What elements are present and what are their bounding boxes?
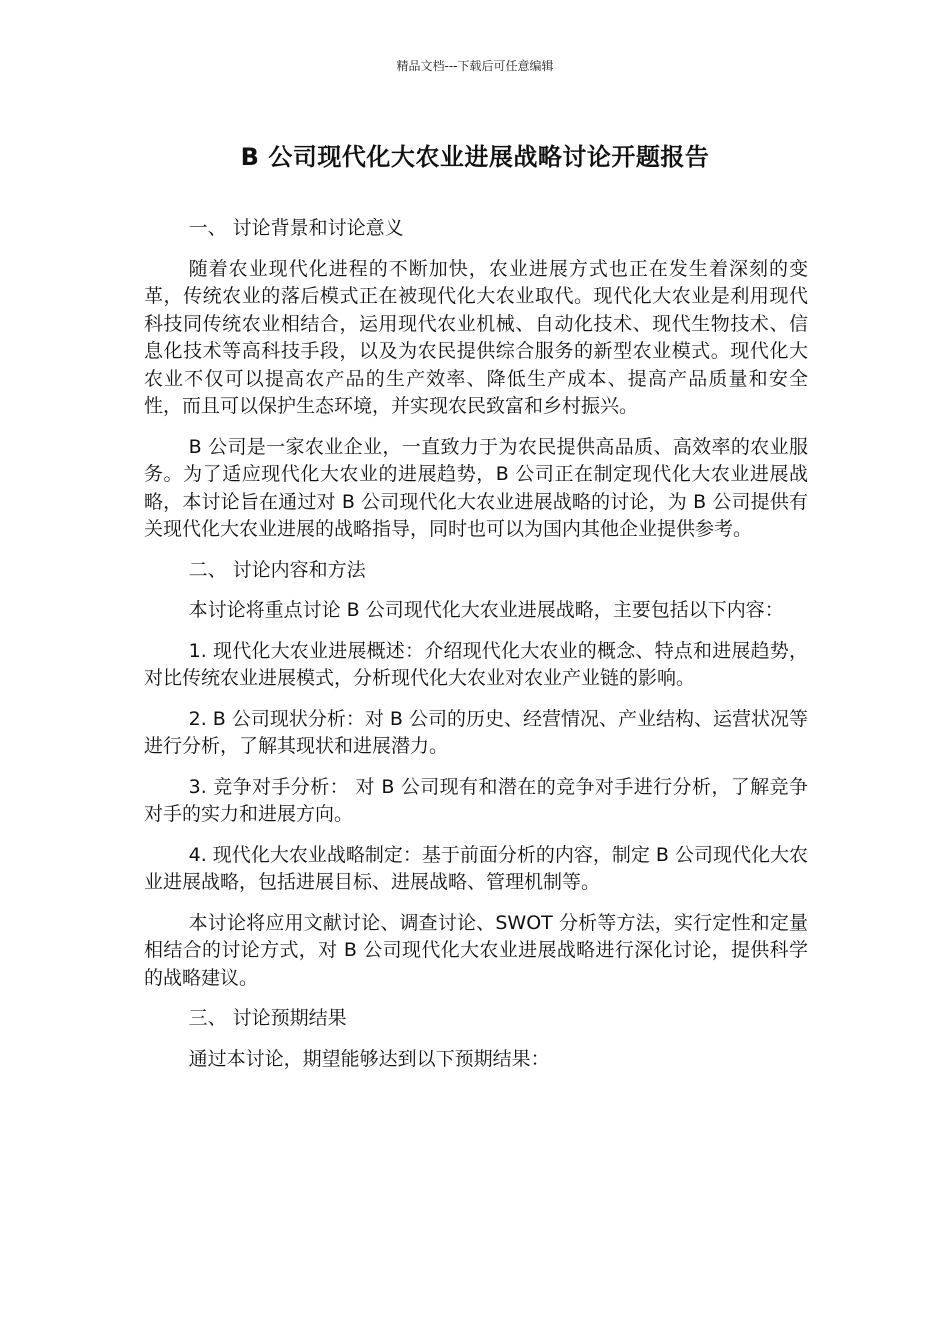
section-heading-background: 一、 讨论背景和讨论意义 bbox=[188, 217, 404, 239]
paragraph-expected-results: 通过本讨论，期望能够达到以下预期结果： bbox=[188, 1047, 550, 1070]
list-item-overview: 1. 现代化大农业进展概述：介绍现代化大农业的概念、特点和进展趋势，对比传统农业进展模式，分析现代化大农业对农业产业链的影响。 bbox=[144, 639, 808, 689]
section-heading-expected-results: 三、 讨论预期结果 bbox=[188, 1007, 347, 1029]
paragraph-content-intro: 本讨论将重点讨论 B 公司现代化大农业进展战略，主要包括以下内容： bbox=[188, 599, 784, 621]
header-note: 精品文档---下载后可任意编辑 bbox=[396, 59, 554, 73]
section-heading-content-method: 二、 讨论内容和方法 bbox=[188, 558, 366, 581]
paragraph-methods: 本讨论将应用文献讨论、调查讨论、SWOT 分析等方法，实行定性和定量相结合的讨论方式，对 B 公司现代化大农业进展战略进行深化讨论，提供科学的战略建议。 bbox=[144, 911, 808, 989]
list-item-competitor-analysis: 3. 竞争对手分析： 对 B 公司现有和潜在的竞争对手进行分析，了解竞争对手的实力和进展方向。 bbox=[144, 775, 808, 825]
document-title: B 公司现代化大农业进展战略讨论开题报告 bbox=[240, 143, 710, 171]
paragraph-background: 随着农业现代化进程的不断加快，农业进展方式也正在发生着深刻的变革，传统农业的落后模式正在被现代化大农业取代。现代化大农业是利用现代科技同传统农业相结合，运用现代农业机械、自动化技术、现代生物技术、信息化技术等高科技手段，以及为农民提供综合服务的新型农业模式。现代化大农业不仅可以提高农产品的生产效率、降低生产成本、提高产品质量和安全性，而且可以保护生态环境，并实现农民致富和乡村振兴。 bbox=[144, 257, 808, 417]
list-item-status-analysis: 2. B 公司现状分析：对 B 公司的历史、经营情况、产业结构、运营状况等进行分析，了解其现状和进展潜力。 bbox=[144, 707, 808, 757]
list-item-strategy: 4. 现代化大农业战略制定：基于前面分析的内容，制定 B 公司现代化大农业进展战略，包括进展目标、进展战略、管理机制等。 bbox=[144, 843, 808, 893]
document-body bbox=[144, 215, 808, 1086]
paragraph-company-intro: B 公司是一家农业企业，一直致力于为农民提供高品质、高效率的农业服务。为了适应现代化大农业的进展趋势，B 公司正在制定现代化大农业进展战略，本讨论旨在通过对 B 公司现代化大农业进展战略的讨论，为 B 公司提供有关现代化大农业进展的战略指导，同时也可以为国内其他企业提供参考。 bbox=[144, 435, 808, 540]
